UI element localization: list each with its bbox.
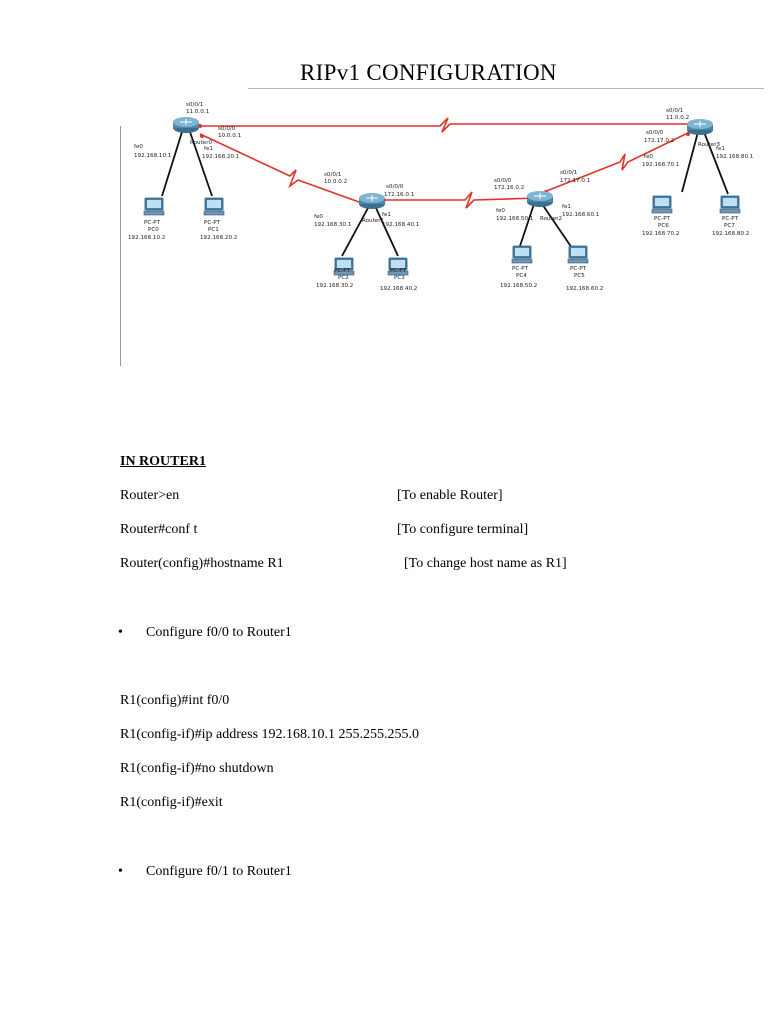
- pc0-icon: [144, 198, 164, 215]
- pc1-ip: 192.168.20.2: [200, 235, 238, 241]
- r0-s001-label: s0/0/1: [186, 102, 204, 108]
- pc7-icon: [720, 196, 740, 213]
- command-line: R1(config)#int f0/0: [120, 693, 230, 708]
- r2-s001-label: s0/0/1: [560, 170, 578, 176]
- pc0-type: PC-PT: [144, 220, 161, 226]
- serial-link-r0-r3: [198, 118, 692, 132]
- r1-fe1-label: fe1: [382, 212, 391, 218]
- r2-fe1-ip: 192.168.60.1: [562, 212, 600, 218]
- pc6-name: PC6: [658, 223, 669, 229]
- pc4-ip: 192.168.50.2: [500, 283, 538, 289]
- pc4-icon: [512, 246, 532, 263]
- r1-name: Router1: [362, 218, 385, 224]
- pc5-name: PC5: [574, 273, 585, 279]
- bullet-icon: •: [118, 864, 123, 879]
- r1-s001-ip: 10.0.0.2: [324, 179, 348, 185]
- r3-fe0-ip: 192.168.70.1: [642, 162, 680, 168]
- pc7-name: PC7: [724, 223, 735, 229]
- router3-icon: [687, 119, 713, 135]
- pc2-ip: 192.168.30.2: [316, 283, 354, 289]
- pc4-name: PC4: [516, 273, 527, 279]
- command-line: Router>en: [120, 488, 180, 503]
- pc6-ip: 192.168.70.2: [642, 231, 680, 237]
- pc7-ip: 192.168.80.2: [712, 231, 750, 237]
- command-line: Router(config)#hostname R1: [120, 556, 284, 571]
- pc3-ip: 192.168.40.2: [380, 286, 418, 292]
- r3-fe1-ip: 192.168.80.1: [716, 154, 754, 160]
- r0-fe0-ip: 192.168.10.1: [134, 153, 172, 159]
- command-note: [To change host name as R1]: [404, 556, 567, 571]
- bullet-text: Configure f0/1 to Router1: [146, 864, 292, 879]
- pc3-type: PC-PT: [390, 268, 407, 274]
- pc2-name: PC2: [338, 275, 349, 281]
- command-note: [To configure terminal]: [397, 522, 529, 537]
- r0-fe0-label: fe0: [134, 144, 143, 150]
- pc1-name: PC1: [208, 227, 219, 233]
- pc5-icon: [568, 246, 588, 263]
- bullet-item: [118, 864, 292, 880]
- r3-s000-ip: 172.17.0.2: [644, 138, 675, 144]
- pc0-name: PC0: [148, 227, 159, 233]
- pc3-name: PC3: [394, 275, 405, 281]
- network-topology-diagram: [120, 96, 760, 296]
- bullet-icon: •: [118, 625, 123, 640]
- pc5-ip: 192.168.60.2: [566, 286, 604, 292]
- router2-icon: [527, 191, 553, 207]
- r3-s001-ip: 11.0.0.2: [666, 115, 690, 121]
- r3-fe0-label: fe0: [644, 154, 653, 160]
- section-heading: IN ROUTER1: [120, 454, 206, 469]
- pc2-type: PC-PT: [334, 268, 351, 274]
- r1-fe1-ip: 192.168.40.1: [382, 222, 420, 228]
- r0-s000-label: s0/0/0: [218, 126, 236, 132]
- pc1-icon: [204, 198, 224, 215]
- r2-fe1-label: fe1: [562, 204, 571, 210]
- bullet-text: Configure f0/0 to Router1: [146, 625, 292, 640]
- r2-s000-ip: 172.16.0.2: [494, 185, 525, 191]
- router1-icon: [359, 193, 385, 209]
- pc7-type: PC-PT: [722, 216, 739, 222]
- r2-s001-ip: 172.17.0.1: [560, 178, 591, 184]
- serial-link-r0-r1: [200, 134, 370, 206]
- r0-s000-ip: 10.0.0.1: [218, 133, 242, 139]
- r0-s001-ip: 11.0.0.1: [186, 109, 210, 115]
- command-line: Router#conf t: [120, 522, 198, 537]
- bullet-item: [118, 625, 292, 641]
- r0-fe1-label: fe1: [204, 146, 213, 152]
- r1-s000-label: s0/0/0: [386, 184, 404, 190]
- command-note: [To enable Router]: [397, 488, 503, 503]
- r1-s001-label: s0/0/1: [324, 172, 342, 178]
- router0-icon: [173, 117, 199, 133]
- r3-fe1-label: fe1: [716, 146, 725, 152]
- r1-fe0-label: fe0: [314, 214, 323, 220]
- r0-fe1-ip: 192.168.20.1: [202, 154, 240, 160]
- r2-s000-label: s0/0/0: [494, 178, 512, 184]
- r2-name: Router2: [540, 216, 563, 222]
- r2-fe0-ip: 192.168.50.1: [496, 216, 534, 222]
- command-line: R1(config-if)#no shutdown: [120, 761, 274, 776]
- pc4-type: PC-PT: [512, 266, 529, 272]
- r0-name: Router0: [190, 140, 213, 146]
- title-divider: [248, 88, 764, 89]
- ethernet-links: [162, 132, 728, 256]
- r1-s000-ip: 172.16.0.1: [384, 192, 415, 198]
- command-line: R1(config-if)#ip address 192.168.10.1 255.255.255.0: [120, 727, 420, 742]
- r3-name: Router3: [698, 142, 721, 148]
- command-line: R1(config-if)#exit: [120, 795, 223, 810]
- r2-fe0-label: fe0: [496, 208, 505, 214]
- pc5-type: PC-PT: [570, 266, 587, 272]
- r1-fe0-ip: 192.168.30.1: [314, 222, 352, 228]
- r3-s001-label: s0/0/1: [666, 108, 684, 114]
- serial-links: [198, 118, 692, 208]
- pc6-icon: [652, 196, 672, 213]
- page-title: RIPv1 CONFIGURATION: [300, 60, 557, 85]
- pc6-type: PC-PT: [654, 216, 671, 222]
- pc0-ip: 192.168.10.2: [128, 235, 166, 241]
- pc1-type: PC-PT: [204, 220, 221, 226]
- r3-s000-label: s0/0/0: [646, 130, 664, 136]
